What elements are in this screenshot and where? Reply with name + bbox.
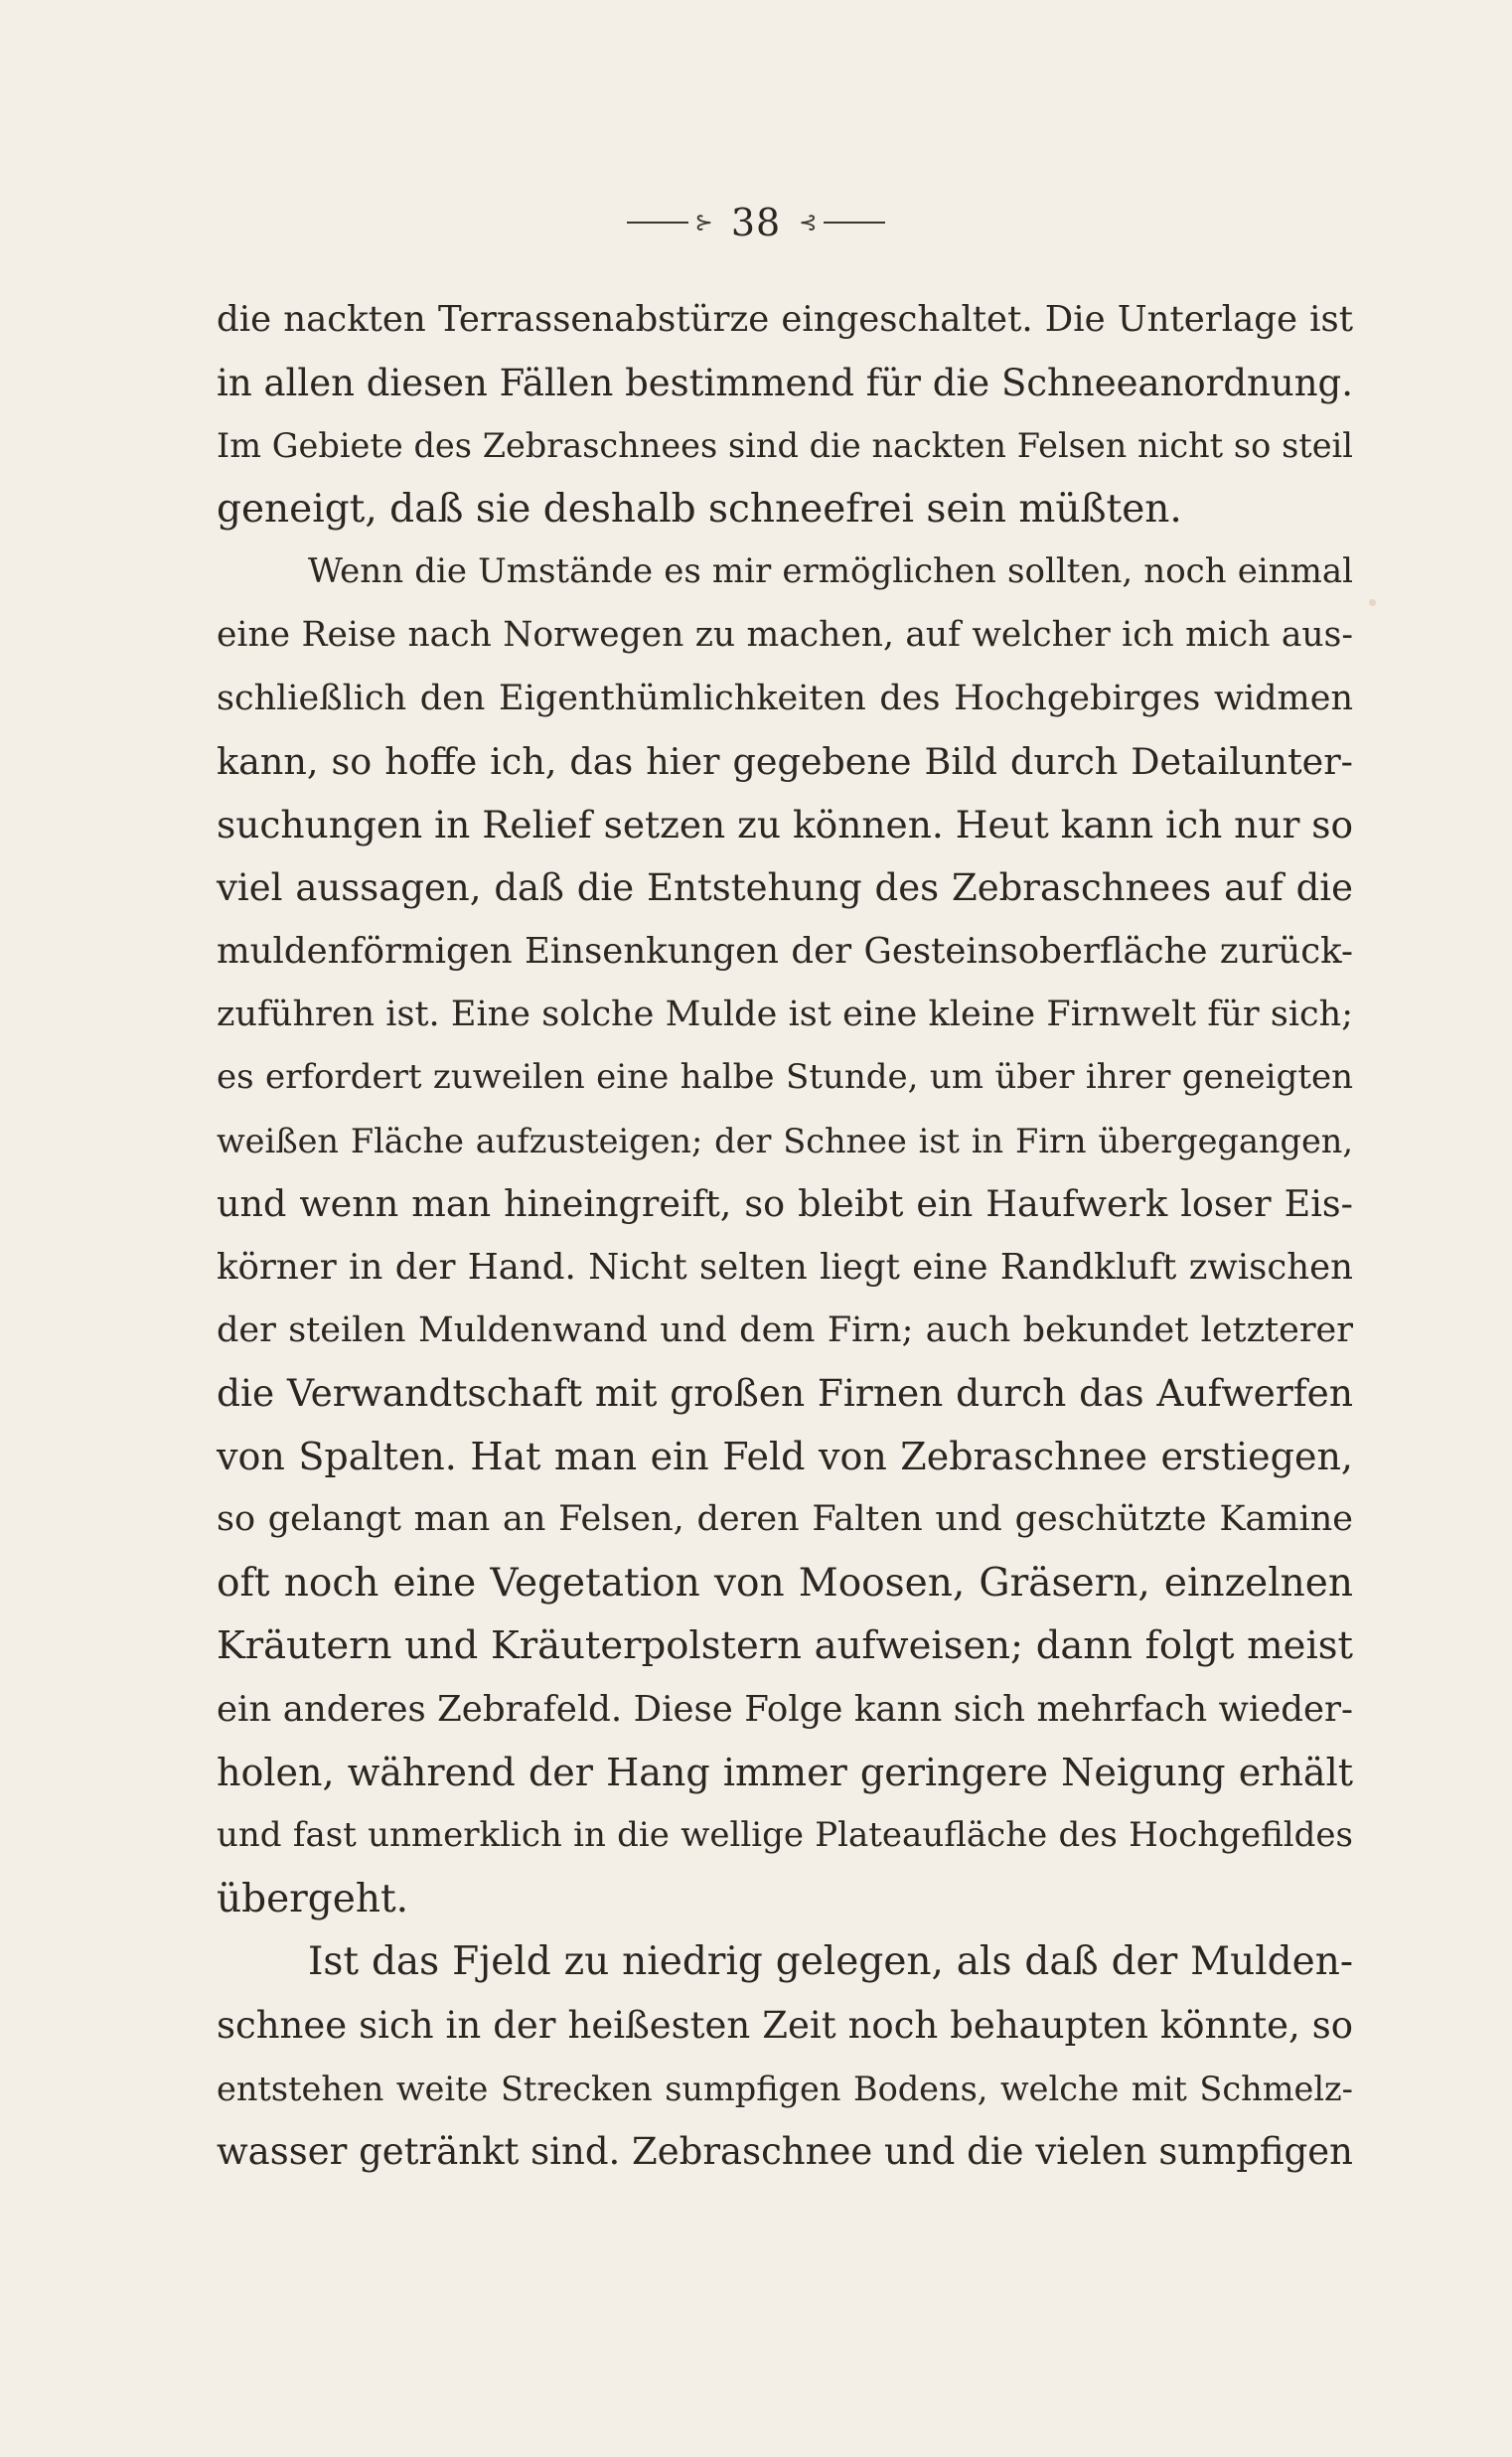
text-line: es erfordert zuweilen eine halbe Stunde, um über ihrer geneigten (217, 1057, 1353, 1098)
text-line: holen, während der Hang immer geringere Neigung erhält (217, 1750, 1353, 1794)
page-header (0, 195, 1512, 250)
text-line: schnee sich in der heißesten Zeit noch behaupten könnte, so (217, 2004, 1353, 2048)
text-line: weißen Fläche aufzusteigen; der Schnee ist in Firn übergegangen, (217, 1121, 1353, 1160)
left-ornament-icon: ⊱ (627, 211, 712, 235)
text-line: eine Reise nach Norwegen zu machen, auf welcher ich mich aus- (217, 614, 1353, 655)
text-line: in allen diesen Fällen bestimmend für die Schneeanordnung. (217, 361, 1353, 404)
text-line: die nackten Terrassenabstürze eingeschaltet. Die Unterlage ist (217, 299, 1353, 340)
text-line: Ist das Fjeld zu niedrig gelegen, als daß der Mulden- (308, 1939, 1353, 1985)
text-line: die Verwandtschaft mit großen Firnen durch das Aufwerfen (217, 1371, 1353, 1416)
text-line: körner in der Hand. Nicht selten liegt eine Randkluft zwischen (217, 1246, 1353, 1288)
body-text (217, 288, 1353, 2184)
text-line: Kräutern und Kräuterpolstern aufweisen; dann folgt meist (217, 1623, 1353, 1669)
text-line: geneigt, daß sie deshalb schneefrei sein müßten. (217, 486, 1182, 532)
text-line: oft noch eine Vegetation von Moosen, Gräsern, einzelnen (217, 1560, 1353, 1606)
text-line: so gelangt man an Felsen, deren Falten und geschützte Kamine (217, 1499, 1353, 1540)
text-line: ein anderes Zebrafeld. Diese Folge kann sich mehrfach wieder- (217, 1689, 1353, 1731)
text-line: Im Gebiete des Zebraschnees sind die nackten Felsen nicht so steil (217, 426, 1353, 466)
text-line: der steilen Muldenwand und dem Firn; auch bekundet letzterer (217, 1309, 1353, 1350)
text-line: viel aussagen, daß die Entstehung des Zebraschnees auf die (217, 866, 1353, 910)
page-number: 38 (730, 201, 782, 244)
text-line: muldenförmigen Einsenkungen der Gesteinsoberfläche zurück- (217, 930, 1353, 972)
text-line: zuführen ist. Eine solche Mulde ist eine kleine Firnwelt für sich; (217, 994, 1353, 1034)
right-ornament-icon: ⊰ (799, 211, 884, 235)
text-line: übergeht. (217, 1876, 409, 1921)
text-line: suchungen in Relief setzen zu können. Heut kann ich nur so (217, 802, 1354, 846)
paper-speck (1369, 599, 1376, 606)
text-line: entstehen weite Strecken sumpfigen Bodens, welche mit Schmelz- (217, 2069, 1353, 2108)
text-line: und fast unmerklich in die wellige Plateaufläche des Hochgefildes (217, 1815, 1353, 1856)
text-line: von Spalten. Hat man ein Feld von Zebraschnee erstiegen, (217, 1434, 1353, 1478)
text-line: wasser getränkt sind. Zebraschnee und die vielen sumpfigen (217, 2130, 1353, 2174)
text-line: Wenn die Umstände es mir ermöglichen sollten, noch einmal (308, 551, 1353, 592)
text-line: und wenn man hineingreift, so bleibt ein Haufwerk loser Eis- (217, 1182, 1353, 1226)
text-line: schließlich den Eigenthümlichkeiten des Hochgebirges widmen (217, 678, 1353, 718)
text-line: kann, so hoffe ich, das hier gegebene Bild durch Detailunter- (217, 740, 1353, 784)
